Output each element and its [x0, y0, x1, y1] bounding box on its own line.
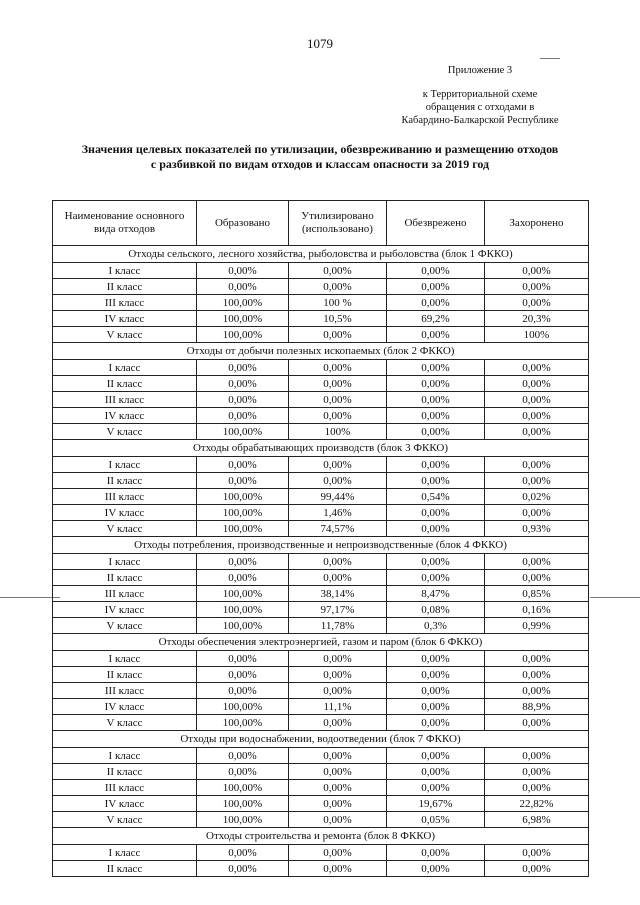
table-row	[53, 618, 589, 634]
section-title: Отходы сельского, лесного хозяйства, рыболовства и рыболовства (блок 1 ФККО)	[53, 246, 589, 263]
utilized-cell: 0,00%	[289, 845, 387, 861]
neutralized-cell: 0,00%	[387, 521, 485, 537]
neutralized-cell: 0,00%	[387, 683, 485, 699]
class-cell: IV класс	[53, 796, 197, 812]
table-row	[53, 360, 589, 376]
class-cell: IV класс	[53, 602, 197, 618]
utilized-cell: 0,00%	[289, 570, 387, 586]
buried-cell: 0,85%	[485, 586, 589, 602]
utilized-cell: 0,00%	[289, 360, 387, 376]
class-cell: III класс	[53, 489, 197, 505]
table-row	[53, 699, 589, 715]
section-title: Отходы строительства и ремонта (блок 8 ФККО)	[53, 828, 589, 845]
class-cell: V класс	[53, 618, 197, 634]
class-cell: IV класс	[53, 699, 197, 715]
generated-cell: 0,00%	[197, 845, 289, 861]
utilized-cell: 1,46%	[289, 505, 387, 521]
section-row	[53, 343, 589, 360]
class-cell: II класс	[53, 570, 197, 586]
table-row	[53, 279, 589, 295]
neutralized-cell: 0,00%	[387, 376, 485, 392]
table-row	[53, 651, 589, 667]
neutralized-cell: 0,00%	[387, 845, 485, 861]
class-cell: I класс	[53, 457, 197, 473]
buried-cell: 6,98%	[485, 812, 589, 828]
neutralized-cell: 0,00%	[387, 424, 485, 440]
neutralized-cell: 0,08%	[387, 602, 485, 618]
utilized-cell: 0,00%	[289, 327, 387, 343]
buried-cell: 0,00%	[485, 715, 589, 731]
class-cell: II класс	[53, 279, 197, 295]
neutralized-cell: 0,00%	[387, 764, 485, 780]
generated-cell: 0,00%	[197, 764, 289, 780]
buried-cell: 0,00%	[485, 683, 589, 699]
utilized-cell: 0,00%	[289, 667, 387, 683]
class-cell: II класс	[53, 861, 197, 877]
utilized-cell: 0,00%	[289, 812, 387, 828]
table-row	[53, 327, 589, 343]
buried-cell: 0,00%	[485, 505, 589, 521]
generated-cell: 100,00%	[197, 715, 289, 731]
buried-cell: 0,00%	[485, 748, 589, 764]
class-cell: I класс	[53, 845, 197, 861]
table-row	[53, 748, 589, 764]
section-row	[53, 537, 589, 554]
scan-artifact-line	[0, 597, 60, 598]
generated-cell: 0,00%	[197, 651, 289, 667]
class-cell: V класс	[53, 521, 197, 537]
neutralized-cell: 0,00%	[387, 715, 485, 731]
table-row	[53, 489, 589, 505]
buried-cell: 0,00%	[485, 764, 589, 780]
buried-cell: 0,02%	[485, 489, 589, 505]
generated-cell: 100,00%	[197, 505, 289, 521]
neutralized-cell: 0,00%	[387, 570, 485, 586]
generated-cell: 0,00%	[197, 683, 289, 699]
section-row	[53, 828, 589, 845]
buried-cell: 0,00%	[485, 263, 589, 279]
section-row	[53, 440, 589, 457]
table-row	[53, 311, 589, 327]
class-cell: II класс	[53, 764, 197, 780]
generated-cell: 0,00%	[197, 457, 289, 473]
class-cell: II класс	[53, 473, 197, 489]
neutralized-cell: 0,00%	[387, 651, 485, 667]
class-cell: III класс	[53, 295, 197, 311]
generated-cell: 0,00%	[197, 473, 289, 489]
buried-cell: 0,00%	[485, 845, 589, 861]
utilized-cell: 38,14%	[289, 586, 387, 602]
table-row	[53, 457, 589, 473]
table-row	[53, 505, 589, 521]
generated-cell: 100,00%	[197, 424, 289, 440]
class-cell: I класс	[53, 360, 197, 376]
buried-cell: 0,00%	[485, 279, 589, 295]
utilized-cell: 0,00%	[289, 457, 387, 473]
table-row	[53, 602, 589, 618]
table-row	[53, 780, 589, 796]
section-title: Отходы от добычи полезных ископаемых (блок 2 ФККО)	[53, 343, 589, 360]
table-row	[53, 554, 589, 570]
neutralized-cell: 0,00%	[387, 861, 485, 877]
table-row	[53, 570, 589, 586]
generated-cell: 0,00%	[197, 360, 289, 376]
utilized-cell: 0,00%	[289, 651, 387, 667]
neutralized-cell: 0,00%	[387, 457, 485, 473]
column-header-waste-type: Наименование основного вида отходов	[53, 201, 197, 246]
buried-cell: 0,00%	[485, 457, 589, 473]
document-title-line: Значения целевых показателей по утилизации, обезвреживанию и размещению отходов	[81, 142, 559, 156]
utilized-cell: 99,44%	[289, 489, 387, 505]
generated-cell: 0,00%	[197, 408, 289, 424]
buried-cell: 0,93%	[485, 521, 589, 537]
utilized-cell: 0,00%	[289, 554, 387, 570]
generated-cell: 100,00%	[197, 295, 289, 311]
class-cell: III класс	[53, 392, 197, 408]
buried-cell: 0,99%	[485, 618, 589, 634]
buried-cell: 0,00%	[485, 376, 589, 392]
utilized-cell: 0,00%	[289, 780, 387, 796]
buried-cell: 0,00%	[485, 473, 589, 489]
utilized-cell: 0,00%	[289, 408, 387, 424]
utilized-cell: 0,00%	[289, 683, 387, 699]
utilized-cell: 11,1%	[289, 699, 387, 715]
table-header-row	[53, 201, 589, 246]
class-cell: III класс	[53, 586, 197, 602]
generated-cell: 100,00%	[197, 812, 289, 828]
generated-cell: 100,00%	[197, 780, 289, 796]
class-cell: IV класс	[53, 408, 197, 424]
class-cell: V класс	[53, 812, 197, 828]
class-cell: V класс	[53, 424, 197, 440]
appendix-title: Приложение 3	[447, 65, 513, 76]
utilized-cell: 0,00%	[289, 392, 387, 408]
generated-cell: 100,00%	[197, 489, 289, 505]
table-row	[53, 424, 589, 440]
table-row	[53, 263, 589, 279]
neutralized-cell: 0,00%	[387, 780, 485, 796]
appendix-line: обращения с отходами в	[425, 102, 535, 113]
buried-cell: 0,00%	[485, 570, 589, 586]
table-row	[53, 845, 589, 861]
appendix-line: к Территориальной схеме	[422, 89, 538, 100]
table-row	[53, 715, 589, 731]
class-cell: IV класс	[53, 505, 197, 521]
class-cell: I класс	[53, 651, 197, 667]
class-cell: I класс	[53, 748, 197, 764]
neutralized-cell: 0,00%	[387, 360, 485, 376]
neutralized-cell: 0,00%	[387, 327, 485, 343]
utilized-cell: 0,00%	[289, 263, 387, 279]
utilized-cell: 97,17%	[289, 602, 387, 618]
neutralized-cell: 0,00%	[387, 748, 485, 764]
generated-cell: 100,00%	[197, 521, 289, 537]
generated-cell: 0,00%	[197, 392, 289, 408]
class-cell: II класс	[53, 376, 197, 392]
generated-cell: 100,00%	[197, 327, 289, 343]
utilized-cell: 0,00%	[289, 796, 387, 812]
utilized-cell: 100%	[289, 424, 387, 440]
buried-cell: 0,00%	[485, 424, 589, 440]
table-row	[53, 796, 589, 812]
generated-cell: 100,00%	[197, 602, 289, 618]
buried-cell: 0,00%	[485, 651, 589, 667]
document-title	[30, 142, 610, 172]
table-row	[53, 683, 589, 699]
generated-cell: 0,00%	[197, 263, 289, 279]
section-title: Отходы обрабатывающих производств (блок 3 ФККО)	[53, 440, 589, 457]
neutralized-cell: 0,00%	[387, 279, 485, 295]
class-cell: IV класс	[53, 311, 197, 327]
column-header-utilized: Утилизировано (использовано)	[289, 201, 387, 246]
buried-cell: 0,00%	[485, 360, 589, 376]
section-title: Отходы потребления, производственные и непроизводственные (блок 4 ФККО)	[53, 537, 589, 554]
buried-cell: 0,00%	[485, 392, 589, 408]
utilized-cell: 0,00%	[289, 764, 387, 780]
table-row	[53, 473, 589, 489]
utilized-cell: 74,57%	[289, 521, 387, 537]
neutralized-cell: 0,00%	[387, 408, 485, 424]
neutralized-cell: 0,00%	[387, 667, 485, 683]
section-row	[53, 246, 589, 263]
buried-cell: 0,00%	[485, 554, 589, 570]
section-row	[53, 634, 589, 651]
section-row	[53, 731, 589, 748]
class-cell: III класс	[53, 780, 197, 796]
buried-cell: 0,00%	[485, 295, 589, 311]
scan-artifact-line	[540, 58, 560, 59]
table-row	[53, 408, 589, 424]
utilized-cell: 0,00%	[289, 715, 387, 731]
class-cell: I класс	[53, 554, 197, 570]
column-header-neutralized: Обезврежено	[387, 201, 485, 246]
neutralized-cell: 0,00%	[387, 295, 485, 311]
appendix-line: Кабардино-Балкарской Республике	[401, 115, 559, 126]
class-cell: II класс	[53, 667, 197, 683]
buried-cell: 0,00%	[485, 780, 589, 796]
buried-cell: 0,00%	[485, 861, 589, 877]
appendix-block	[380, 64, 580, 127]
utilized-cell: 0,00%	[289, 861, 387, 877]
generated-cell: 0,00%	[197, 667, 289, 683]
page-number: 1079	[307, 36, 333, 51]
buried-cell: 100%	[485, 327, 589, 343]
class-cell: III класс	[53, 683, 197, 699]
utilized-cell: 100 %	[289, 295, 387, 311]
neutralized-cell: 0,00%	[387, 473, 485, 489]
table-row	[53, 667, 589, 683]
generated-cell: 0,00%	[197, 570, 289, 586]
neutralized-cell: 0,00%	[387, 554, 485, 570]
generated-cell: 100,00%	[197, 311, 289, 327]
section-title: Отходы при водоснабжении, водоотведении (блок 7 ФККО)	[53, 731, 589, 748]
neutralized-cell: 19,67%	[387, 796, 485, 812]
buried-cell: 0,00%	[485, 667, 589, 683]
section-title: Отходы обеспечения электроэнергией, газом и паром (блок 6 ФККО)	[53, 634, 589, 651]
column-header-buried: Захоронено	[485, 201, 589, 246]
class-cell: V класс	[53, 715, 197, 731]
generated-cell: 0,00%	[197, 376, 289, 392]
column-header-generated: Образовано	[197, 201, 289, 246]
neutralized-cell: 0,05%	[387, 812, 485, 828]
scan-artifact-line	[590, 597, 640, 598]
table-body	[53, 246, 589, 877]
utilized-cell: 10,5%	[289, 311, 387, 327]
utilized-cell: 11,78%	[289, 618, 387, 634]
utilized-cell: 0,00%	[289, 473, 387, 489]
generated-cell: 100,00%	[197, 586, 289, 602]
generated-cell: 0,00%	[197, 554, 289, 570]
utilized-cell: 0,00%	[289, 279, 387, 295]
buried-cell: 88,9%	[485, 699, 589, 715]
generated-cell: 0,00%	[197, 279, 289, 295]
buried-cell: 22,82%	[485, 796, 589, 812]
neutralized-cell: 0,00%	[387, 699, 485, 715]
table-row	[53, 861, 589, 877]
neutralized-cell: 69,2%	[387, 311, 485, 327]
generated-cell: 0,00%	[197, 861, 289, 877]
buried-cell: 0,16%	[485, 602, 589, 618]
document-title-line: с разбивкой по видам отходов и классам опасности за 2019 год	[150, 157, 490, 171]
buried-cell: 20,3%	[485, 311, 589, 327]
generated-cell: 100,00%	[197, 796, 289, 812]
targets-table	[52, 200, 589, 877]
generated-cell: 0,00%	[197, 748, 289, 764]
class-cell: V класс	[53, 327, 197, 343]
generated-cell: 100,00%	[197, 618, 289, 634]
table-row	[53, 586, 589, 602]
neutralized-cell: 0,54%	[387, 489, 485, 505]
neutralized-cell: 0,3%	[387, 618, 485, 634]
table-row	[53, 392, 589, 408]
utilized-cell: 0,00%	[289, 748, 387, 764]
generated-cell: 100,00%	[197, 699, 289, 715]
table-row	[53, 295, 589, 311]
neutralized-cell: 0,00%	[387, 263, 485, 279]
table-row	[53, 764, 589, 780]
table-row	[53, 376, 589, 392]
neutralized-cell: 0,00%	[387, 505, 485, 521]
neutralized-cell: 8,47%	[387, 586, 485, 602]
table-row	[53, 521, 589, 537]
neutralized-cell: 0,00%	[387, 392, 485, 408]
utilized-cell: 0,00%	[289, 376, 387, 392]
table-row	[53, 812, 589, 828]
class-cell: I класс	[53, 263, 197, 279]
buried-cell: 0,00%	[485, 408, 589, 424]
